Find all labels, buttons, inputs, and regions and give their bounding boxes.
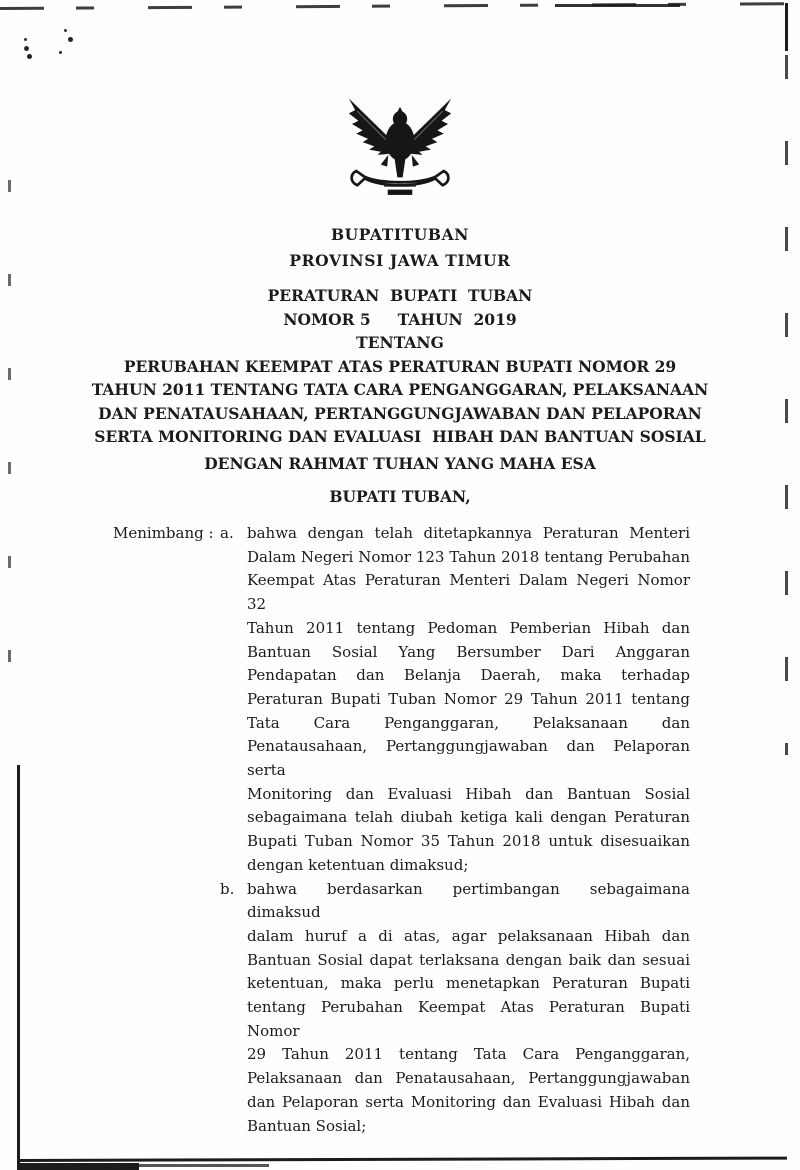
item-text-b bbox=[247, 878, 690, 1139]
paragraph-line: Bantuan Sosial; bbox=[247, 1116, 367, 1135]
paragraph-line: bahwa berdasarkan pertimbangan sebagaimana dimaksud bbox=[247, 879, 690, 922]
paragraph-line: Pelaksanaan dan Penatausahaan, Pertanggungjawaban bbox=[247, 1069, 690, 1088]
invocation bbox=[30, 452, 770, 476]
paragraph-line: Tahun 2011 tentang Pedoman Pemberian Hibah dan bbox=[247, 618, 690, 637]
scan-artifact-top-edge-segment bbox=[555, 4, 680, 7]
paragraph-line: Bantuan Sosial Yang Bersumber Dari Anggaran bbox=[247, 642, 690, 661]
garuda-pancasila-emblem-icon bbox=[341, 92, 459, 204]
scan-artifact-bottom-smear bbox=[139, 1164, 269, 1167]
item-letter-b: b. bbox=[220, 879, 235, 898]
regulation-number: NOMOR 5 TAHUN 2019 bbox=[283, 309, 517, 329]
scan-artifact-bottom-edge bbox=[17, 1157, 787, 1162]
paragraph-line: dan Pelaporan serta Monitoring dan Evaluasi Hibah dan bbox=[247, 1092, 690, 1111]
regulation-subject-line: PERUBAHAN KEEMPAT ATAS PERATURAN BUPATI NOMOR 29 bbox=[123, 356, 677, 376]
consideration-item-a bbox=[113, 522, 690, 878]
regulation-subject-line: SERTA MONITORING DAN EVALUASI HIBAH DAN BANTUAN SOSIAL bbox=[94, 427, 706, 446]
paragraph-line: Penatausahaan, Pertanggungjawaban dan Pelaporan serta bbox=[247, 737, 690, 780]
letterhead-province: PROVINSI JAWA TIMUR bbox=[289, 251, 511, 270]
tentang-label: TENTANG bbox=[356, 333, 444, 352]
menimbang-label: Menimbang : bbox=[113, 524, 214, 542]
item-text-a bbox=[247, 522, 690, 878]
scan-artifact-left-edge-dashes bbox=[8, 180, 11, 740]
paragraph-line: Keempat Atas Peraturan Menteri Dalam Negeri Nomor 32 bbox=[247, 571, 690, 614]
paragraph-line: tentang Perubahan Keempat Atas Peraturan Bupati Nomor bbox=[247, 998, 690, 1040]
paragraph-line: Tata Cara Penganggaran, Pelaksanaan dan bbox=[247, 713, 690, 732]
paragraph-line: dalam huruf a di atas, agar pelaksanaan Hibah dan bbox=[247, 926, 690, 945]
paragraph-line: bahwa dengan telah ditetapkannya Peraturan Menteri bbox=[247, 524, 690, 542]
item-letter-a: a. bbox=[220, 524, 234, 542]
regulation-title bbox=[30, 284, 770, 449]
paragraph-line: 29 Tahun 2011 tentang Tata Cara Penganggaran, bbox=[247, 1045, 690, 1064]
regulation-subject bbox=[30, 355, 770, 449]
issuer-text: BUPATI TUBAN, bbox=[329, 487, 471, 506]
letterhead-office: BUPATITUBAN bbox=[330, 225, 470, 244]
scan-artifact-right-edge bbox=[785, 55, 788, 755]
paragraph-line: dengan ketentuan dimaksud; bbox=[247, 855, 469, 874]
regulation-subject-line: TAHUN 2011 TENTANG TATA CARA PENGANGGARAN, PELAKSANAAN bbox=[91, 380, 709, 399]
paragraph-line: Monitoring dan Evaluasi Hibah dan Bantuan Sosial bbox=[247, 784, 690, 803]
scan-artifact-bottom-corner-blob bbox=[17, 1163, 139, 1170]
menimbang-section bbox=[113, 522, 690, 1138]
scan-artifact-left-edge-line bbox=[17, 765, 20, 1163]
invocation-text: DENGAN RAHMAT TUHAN YANG MAHA ESA bbox=[204, 454, 596, 473]
paragraph-line: ketentuan, maka perlu menetapkan Peraturan Bupati bbox=[247, 974, 690, 993]
letterhead bbox=[30, 222, 770, 274]
paragraph-line: Peraturan Bupati Tuban Nomor 29 Tahun 2011 tentang bbox=[247, 689, 690, 708]
issuer bbox=[30, 485, 770, 509]
consideration-item-b bbox=[113, 878, 690, 1139]
regulation-subject-line: DAN PENATAUSAHAAN, PERTANGGUNGJAWABAN DAN PELAPORAN bbox=[98, 403, 702, 423]
paragraph-line: Bantuan Sosial dapat terlaksana dengan baik dan sesuai bbox=[247, 950, 690, 969]
scan-artifact-right-corner bbox=[785, 3, 788, 51]
paragraph-line: Pendapatan dan Belanja Daerah, maka terhadap bbox=[247, 666, 690, 685]
paragraph-line: Dalam Negeri Nomor 123 Tahun 2018 tentang Perubahan bbox=[247, 547, 690, 566]
paragraph-line: sebagaimana telah diubah ketiga kali dengan Peraturan bbox=[247, 808, 690, 827]
paragraph-line: Bupati Tuban Nomor 35 Tahun 2018 untuk disesuaikan bbox=[247, 832, 690, 851]
scan-artifact-ink-specks bbox=[24, 38, 27, 41]
regulation-type: PERATURAN BUPATI TUBAN bbox=[267, 286, 533, 305]
